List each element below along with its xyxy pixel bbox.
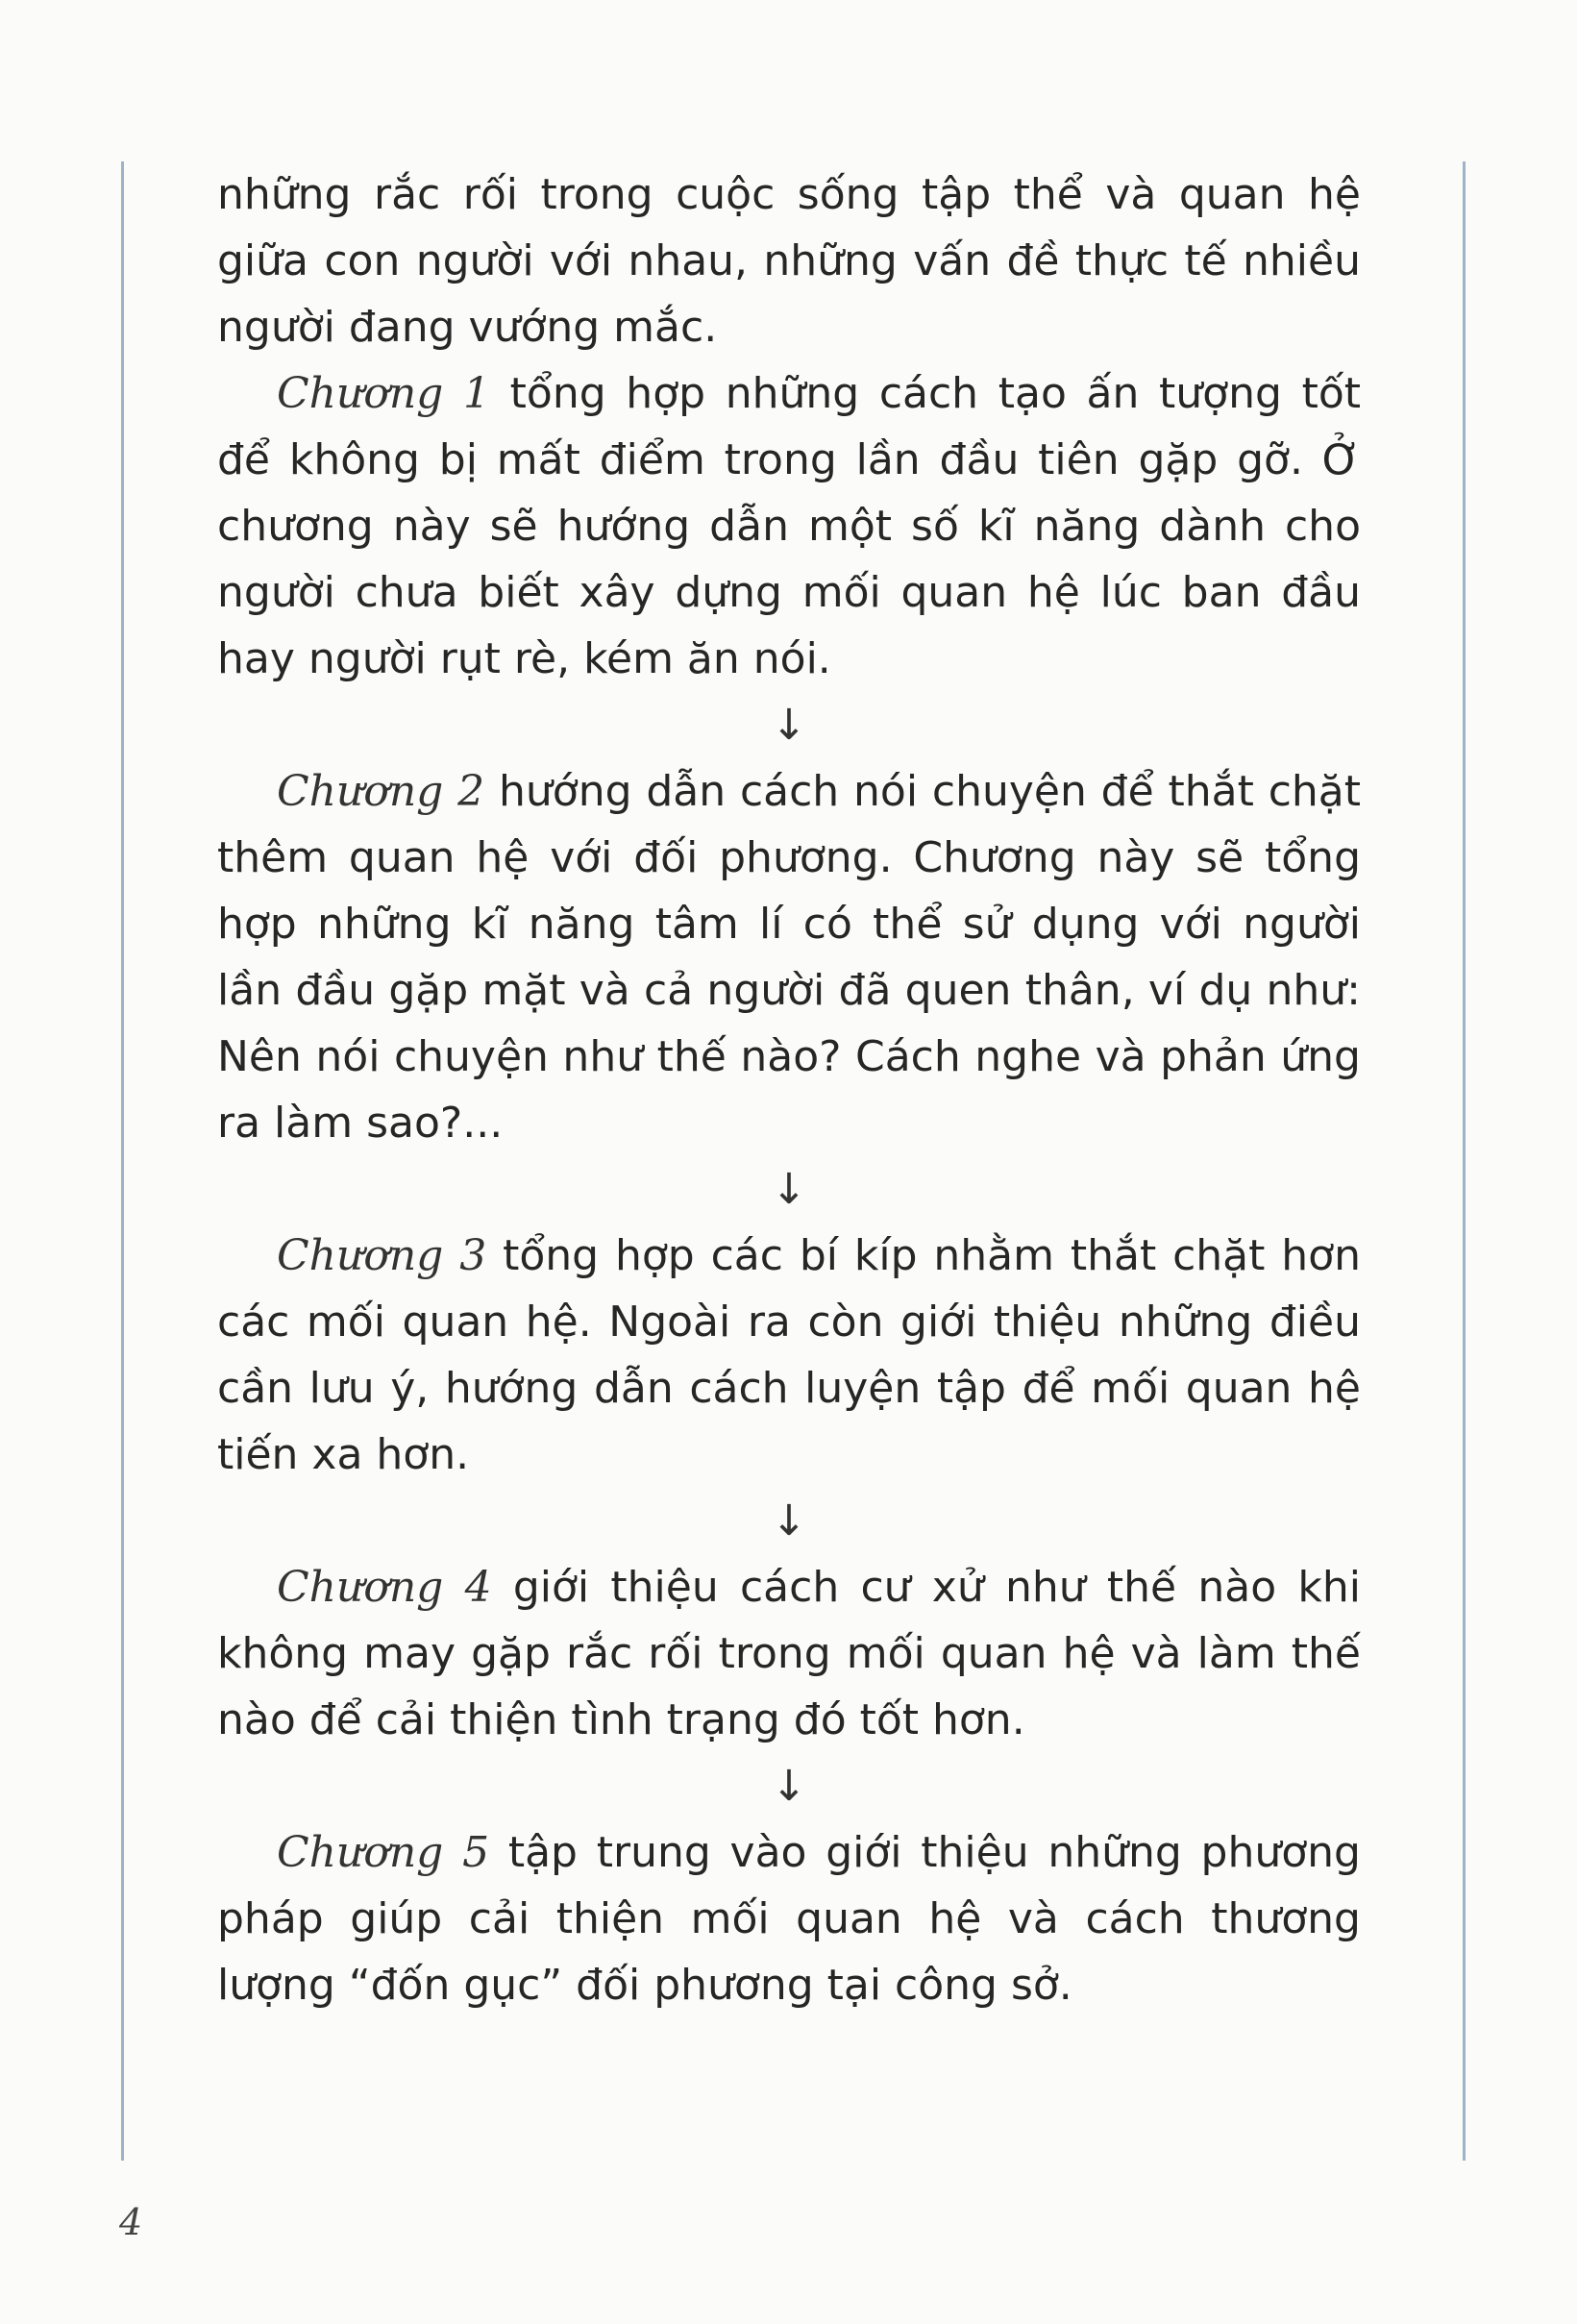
paragraph-chapter-4 xyxy=(217,1554,1361,1753)
paragraph-text: tổng hợp các bí kíp nhằm thắt chặt hơn các mối quan hệ. Ngoài ra còn giới thiệu những điều cần lưu ý, hướng dẫn cách luyện tập để mối quan hệ tiến xa hơn. xyxy=(217,1231,1361,1479)
down-arrow-icon: ↓ xyxy=(771,1496,807,1545)
paragraph-text: giới thiệu cách cư xử như thế nào khi không may gặp rắc rối trong mối quan hệ và làm thế nào để cải thiện tình trạng đó tốt hơn. xyxy=(217,1563,1361,1744)
chapter-label: Chương 5 xyxy=(277,1828,490,1877)
right-margin-rule xyxy=(1463,161,1466,2161)
down-arrow-icon: ↓ xyxy=(771,1762,807,1811)
paragraph-text: tổng hợp những cách tạo ấn tượng tốt để không bị mất điểm trong lần đầu tiên gặp gỡ. Ở chương này sẽ hướng dẫn một số kĩ năng dành cho người chưa biết xây dựng mối quan hệ lúc ban đầu hay người rụt rè, kém ăn nói. xyxy=(217,369,1361,683)
chapter-label: Chương 4 xyxy=(277,1563,492,1612)
body-text xyxy=(217,161,1361,2018)
down-arrow-icon: ↓ xyxy=(771,701,807,750)
paragraph-text: tập trung vào giới thiệu những phương pháp giúp cải thiện mối quan hệ và cách thương lượng “đốn gục” đối phương tại công sở. xyxy=(217,1828,1361,2010)
chapter-label: Chương 1 xyxy=(277,369,490,418)
paragraph-chapter-2 xyxy=(217,758,1361,1156)
page-number: 4 xyxy=(119,2201,143,2243)
chapter-label: Chương 3 xyxy=(277,1231,487,1280)
chapter-label: Chương 2 xyxy=(277,767,485,816)
paragraph-text: hướng dẫn cách nói chuyện để thắt chặt thêm quan hệ với đối phương. Chương này sẽ tổng hợp những kĩ năng tâm lí có thể sử dụng với người lần đầu gặp mặt và cả người đã quen thân, ví dụ như: Nên nói chuyện như thế nào? Cách nghe và phản ứng ra làm sao?... xyxy=(217,767,1361,1148)
paragraph-intro xyxy=(217,161,1361,360)
paragraph-chapter-5 xyxy=(217,1819,1361,2018)
paragraph-chapter-1 xyxy=(217,360,1361,692)
paragraph-text: những rắc rối trong cuộc sống tập thể và quan hệ giữa con người với nhau, những vấn đề thực tế nhiều người đang vướng mắc. xyxy=(217,170,1361,352)
left-margin-rule xyxy=(121,161,124,2161)
paragraph-chapter-3 xyxy=(217,1223,1361,1488)
down-arrow-icon: ↓ xyxy=(771,1165,807,1214)
